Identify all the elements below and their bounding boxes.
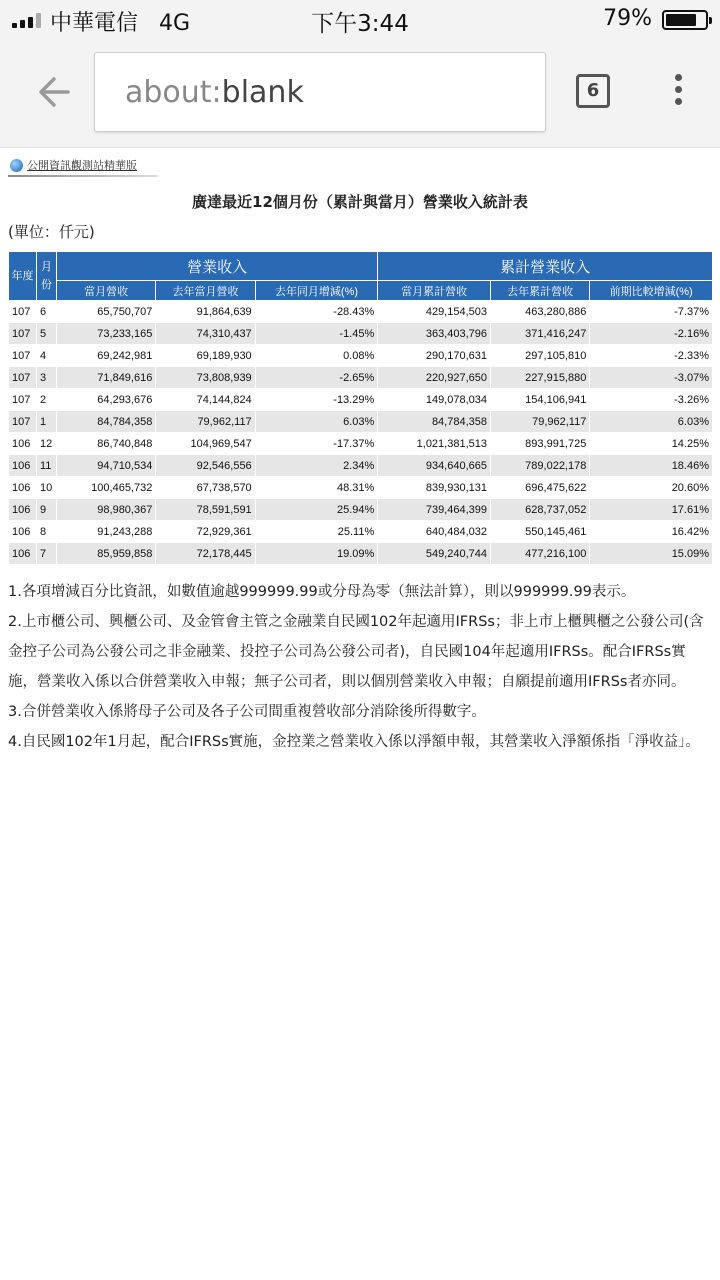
col-year-header: 年度 xyxy=(9,252,37,301)
cell-yoy: -2.65% xyxy=(255,367,378,389)
cell-yoy: 48.31% xyxy=(255,477,378,499)
cell-year: 107 xyxy=(9,367,37,389)
table-row xyxy=(9,433,713,455)
cell-prev: 67,738,570 xyxy=(156,477,255,499)
cell-cur: 84,784,358 xyxy=(57,411,156,433)
table-row xyxy=(9,455,713,477)
note-item: 4.自民國102年1月起，配合IFRSs實施，金控業之營業收入係以淨額申報，其營業收入淨額係指「淨收益」。 xyxy=(8,734,700,750)
battery-percent: 79% xyxy=(603,6,652,31)
cell-prev-cum: 371,416,247 xyxy=(491,323,590,345)
cell-month: 12 xyxy=(37,433,57,455)
url-prefix: about: xyxy=(125,75,222,110)
cell-prev-cum: 550,145,461 xyxy=(491,521,590,543)
cell-prev-cum: 893,991,725 xyxy=(491,433,590,455)
col-month-header: 月份 xyxy=(37,252,57,301)
cell-month: 8 xyxy=(37,521,57,543)
cell-cum-chg: 15.09% xyxy=(590,543,713,565)
cell-prev-cum: 477,216,100 xyxy=(491,543,590,565)
cell-prev: 91,864,639 xyxy=(156,301,255,323)
cell-yoy: -13.29% xyxy=(255,389,378,411)
cell-month: 4 xyxy=(37,345,57,367)
cell-prev-cum: 463,280,886 xyxy=(491,301,590,323)
cell-cum-chg: -2.16% xyxy=(590,323,713,345)
cell-year: 107 xyxy=(9,411,37,433)
cell-cum: 363,403,796 xyxy=(378,323,491,345)
url-main: blank xyxy=(221,75,304,110)
cell-cum-chg: -3.26% xyxy=(590,389,713,411)
cell-cum: 934,640,665 xyxy=(378,455,491,477)
back-button[interactable] xyxy=(34,72,74,112)
cell-month: 2 xyxy=(37,389,57,411)
cell-cur: 64,293,676 xyxy=(57,389,156,411)
cell-cur: 69,242,981 xyxy=(57,345,156,367)
cell-year: 106 xyxy=(9,477,37,499)
sub-header: 前期比較增減(%) xyxy=(590,281,713,301)
cell-year: 106 xyxy=(9,499,37,521)
unit-label: (單位：仟元) xyxy=(8,223,95,241)
cell-prev-cum: 79,962,117 xyxy=(491,411,590,433)
monthly-revenue-header: 營業收入 xyxy=(57,252,378,281)
cell-cur: 91,243,288 xyxy=(57,521,156,543)
cell-prev: 74,310,437 xyxy=(156,323,255,345)
table-row xyxy=(9,521,713,543)
cell-prev: 104,969,547 xyxy=(156,433,255,455)
cell-year: 107 xyxy=(9,323,37,345)
cell-prev: 69,189,930 xyxy=(156,345,255,367)
table-body xyxy=(9,301,713,565)
table-row xyxy=(9,323,713,345)
cell-cum: 549,240,744 xyxy=(378,543,491,565)
cell-yoy: 25.94% xyxy=(255,499,378,521)
carrier-name: 中華電信 xyxy=(50,11,139,36)
cell-yoy: 2.34% xyxy=(255,455,378,477)
cell-cur: 71,849,616 xyxy=(57,367,156,389)
network-type: 4G xyxy=(159,11,191,36)
cell-yoy: -28.43% xyxy=(255,301,378,323)
cell-yoy: -1.45% xyxy=(255,323,378,345)
revenue-table xyxy=(8,251,713,565)
table-row xyxy=(9,543,713,565)
note-item: 3.合併營業收入係將母子公司及各子公司間重複營收部分消除後所得數字。 xyxy=(8,704,486,720)
cell-cum: 1,021,381,513 xyxy=(378,433,491,455)
cell-prev-cum: 628,737,052 xyxy=(491,499,590,521)
cell-year: 107 xyxy=(9,301,37,323)
notes xyxy=(8,577,714,757)
table-row xyxy=(9,345,713,367)
tab-switcher-button[interactable]: 6 xyxy=(576,74,610,108)
cell-yoy: -17.37% xyxy=(255,433,378,455)
browser-toolbar xyxy=(0,40,720,148)
note-item: 1.各項增減百分比資訊，如數值逾越999999.99或分母為零（無法計算），則以999999.99表示。 xyxy=(8,584,636,600)
battery-icon xyxy=(662,10,708,30)
cell-cur: 100,465,732 xyxy=(57,477,156,499)
sub-header: 當月營收 xyxy=(57,281,156,301)
cumulative-revenue-header: 累計營業收入 xyxy=(378,252,713,281)
table-row xyxy=(9,477,713,499)
cell-cum: 429,154,503 xyxy=(378,301,491,323)
table-row xyxy=(9,499,713,521)
site-logo[interactable] xyxy=(10,157,137,173)
cell-year: 106 xyxy=(9,543,37,565)
cell-prev: 78,591,591 xyxy=(156,499,255,521)
cell-cum-chg: -2.33% xyxy=(590,345,713,367)
cell-cum-chg: 6.03% xyxy=(590,411,713,433)
cell-year: 106 xyxy=(9,521,37,543)
cell-prev-cum: 696,475,622 xyxy=(491,477,590,499)
sub-header: 去年當月營收 xyxy=(156,281,255,301)
cell-cum: 739,464,399 xyxy=(378,499,491,521)
cell-cur: 65,750,707 xyxy=(57,301,156,323)
cell-year: 106 xyxy=(9,433,37,455)
cell-prev: 74,144,824 xyxy=(156,389,255,411)
globe-icon xyxy=(10,159,23,172)
cell-cur: 85,959,858 xyxy=(57,543,156,565)
status-time: 下午3:44 xyxy=(311,11,409,37)
sub-header: 當月累計營收 xyxy=(378,281,491,301)
more-vert-icon[interactable] xyxy=(668,74,688,110)
cell-cum-chg: -7.37% xyxy=(590,301,713,323)
cell-year: 107 xyxy=(9,345,37,367)
cell-month: 10 xyxy=(37,477,57,499)
cell-prev: 72,929,361 xyxy=(156,521,255,543)
url-text xyxy=(125,75,304,110)
cell-prev-cum: 297,105,810 xyxy=(491,345,590,367)
cell-prev-cum: 789,022,178 xyxy=(491,455,590,477)
cell-prev: 73,808,939 xyxy=(156,367,255,389)
cell-prev: 92,546,556 xyxy=(156,455,255,477)
cell-cum: 290,170,631 xyxy=(378,345,491,367)
page-title: 廣達最近12個月份（累計與當月）營業收入統計表 xyxy=(192,193,528,211)
cell-cum-chg: 20.60% xyxy=(590,477,713,499)
cell-cum: 640,484,032 xyxy=(378,521,491,543)
cell-cur: 73,233,165 xyxy=(57,323,156,345)
cell-prev-cum: 227,915,880 xyxy=(491,367,590,389)
cell-yoy: 0.08% xyxy=(255,345,378,367)
table-row xyxy=(9,301,713,323)
cell-month: 9 xyxy=(37,499,57,521)
table-row xyxy=(9,367,713,389)
arrow-left-icon xyxy=(34,72,74,112)
cell-prev: 79,962,117 xyxy=(156,411,255,433)
status-bar xyxy=(0,0,720,40)
table-row xyxy=(9,411,713,433)
cell-cur: 86,740,848 xyxy=(57,433,156,455)
cell-cum-chg: -3.07% xyxy=(590,367,713,389)
cell-cum: 220,927,650 xyxy=(378,367,491,389)
cell-year: 106 xyxy=(9,455,37,477)
cell-cum-chg: 18.46% xyxy=(590,455,713,477)
cell-yoy: 25.11% xyxy=(255,521,378,543)
cell-cum-chg: 17.61% xyxy=(590,499,713,521)
cell-year: 107 xyxy=(9,389,37,411)
site-name: 公開資訊觀測站精華版 xyxy=(27,159,137,172)
cell-yoy: 19.09% xyxy=(255,543,378,565)
cell-cum-chg: 14.25% xyxy=(590,433,713,455)
cell-month: 7 xyxy=(37,543,57,565)
cell-cum: 149,078,034 xyxy=(378,389,491,411)
cell-prev: 72,178,445 xyxy=(156,543,255,565)
table-row xyxy=(9,389,713,411)
cell-cum-chg: 16.42% xyxy=(590,521,713,543)
cell-cum: 839,930,131 xyxy=(378,477,491,499)
cell-month: 1 xyxy=(37,411,57,433)
sub-header: 去年同月增減(%) xyxy=(255,281,378,301)
cell-cur: 98,980,367 xyxy=(57,499,156,521)
cell-month: 3 xyxy=(37,367,57,389)
note-item: 2.上市櫃公司、興櫃公司、及金管會主管之金融業自民國102年起適用IFRSs；非上市上櫃興櫃之公發公司(含金控子公司為公發公司之非金融業、投控子公司為公發公司者)，自民國104年起適用IFRSs。配合IFRSs實施，營業收入係以合併營業收入申報；無子公司者，則以個別營業收入申報；自願提前適用IFRSs者亦同。 xyxy=(8,614,704,690)
cell-cum: 84,784,358 xyxy=(378,411,491,433)
cell-month: 6 xyxy=(37,301,57,323)
sub-header: 去年累計營收 xyxy=(491,281,590,301)
cell-month: 5 xyxy=(37,323,57,345)
address-bar[interactable] xyxy=(94,52,546,132)
cell-cur: 94,710,534 xyxy=(57,455,156,477)
cell-yoy: 6.03% xyxy=(255,411,378,433)
cell-prev-cum: 154,106,941 xyxy=(491,389,590,411)
divider xyxy=(8,175,158,177)
cell-month: 11 xyxy=(37,455,57,477)
